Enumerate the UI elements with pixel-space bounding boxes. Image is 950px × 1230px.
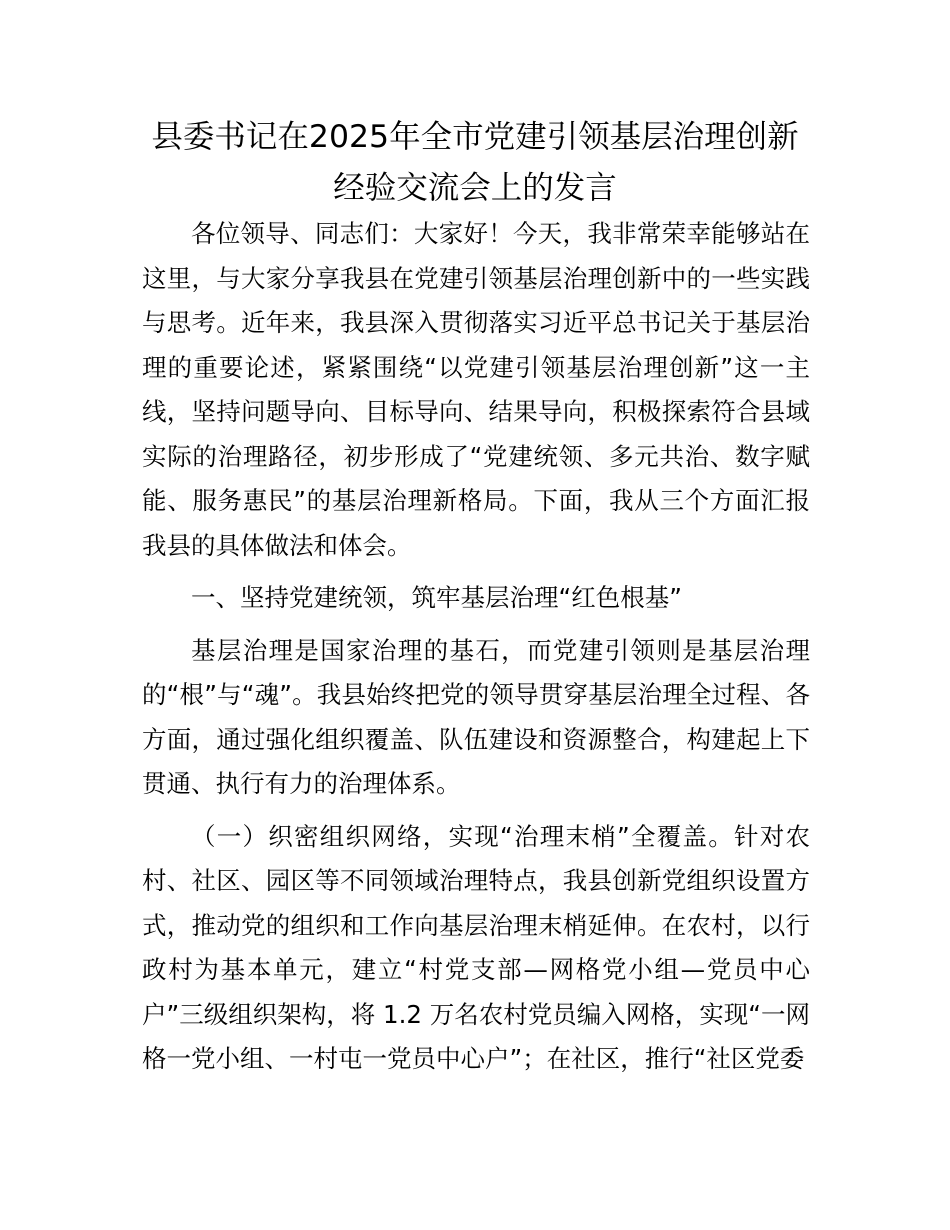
paragraph-greeting: 各位领导、同志们：大家好！今天，我非常荣幸能够站在这里，与大家分享我县在党建引领基层治理创新中的一些实践与思考。近年来，我县深入贯彻落实习近平总书记关于基层治理的重要论述，紧紧围绕“以党建引领基层治理创新”这一主线，坚持问题导向、目标导向、结果导向，积极探索符合县域实际的治理路径，初步形成了“党建统领、多元共治、数字赋能、服务惠民”的基层治理新格局。下面，我从三个方面汇报我县的具体做法和体会。 xyxy=(142,219,810,560)
section-heading-1: 一、坚持党建统领，筑牢基层治理“红色根基” xyxy=(191,583,682,612)
document-title: 县委书记在2025年全市党建引领基层治理创新经验交流会上的发言 xyxy=(151,119,799,206)
paragraph-subsection-1: （一）织密组织网络，实现“治理末梢”全覆盖。针对农村、社区、园区等不同领域治理特点，我县创新党组织设置方式，推动党的组织和工作向基层治理末梢延伸。在农村，以行政村为基本单元，建立“村党支部—网格党小组—党员中心户”三级组织架构，将 1.2 万名农村党员编入网格，实现“一网格一党小组、一村屯一党员中心户”；在社区，推行“社区党委 xyxy=(142,821,810,1073)
document-body xyxy=(142,212,810,1082)
paragraph-section-1-intro: 基层治理是国家治理的基石，而党建引领则是基层治理的“根”与“魂”。我县始终把党的领导贯穿基层治理全过程、各方面，通过强化组织覆盖、队伍建设和资源整合，构建起上下贯通、执行有力的治理体系。 xyxy=(142,635,810,798)
